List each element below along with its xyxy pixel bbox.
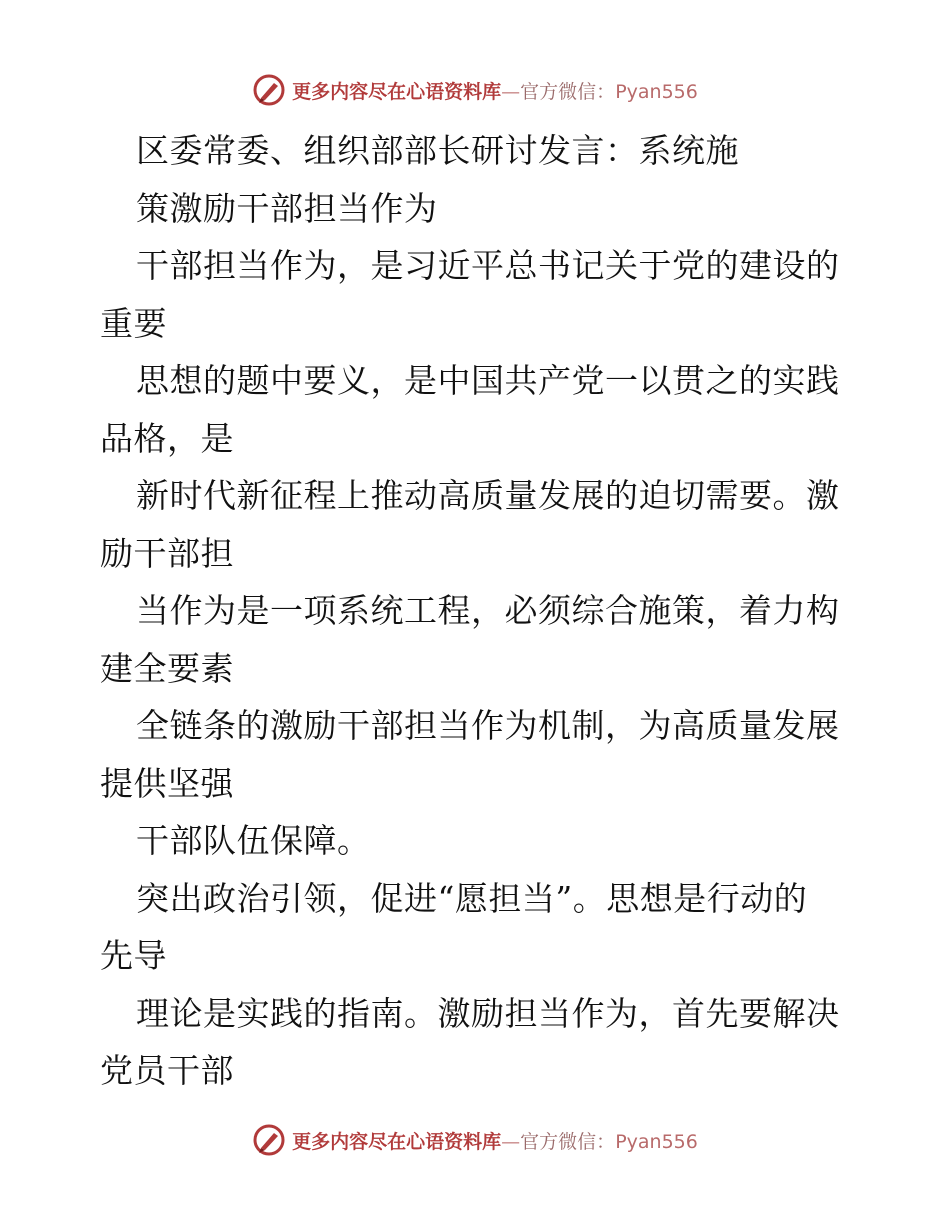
paragraph-line: 当作为是一项系统工程，必须综合施策，着力构 (136, 591, 840, 630)
pen-circle-icon (252, 73, 286, 107)
watermark-separator: — (501, 1130, 521, 1153)
paragraph-line: 全链条的激励干部担当作为机制，为高质量发展 (136, 706, 840, 745)
paragraph-line: 干部担当作为，是习近平总书记关于党的建设的 (136, 246, 840, 285)
watermark-main-text: 更多内容尽在心语资料库 (292, 1130, 502, 1153)
paragraph-line: 建全要素 (100, 648, 234, 688)
watermark-wechat-id: Pyan556 (615, 1130, 698, 1153)
watermark-label: 官方微信： (520, 80, 616, 103)
paragraph-line: 思想的题中要义，是中国共产党一以贯之的实践 (136, 361, 840, 400)
paragraph-line: 重要 (100, 303, 167, 343)
paragraph-line: 党员干部 (100, 1051, 234, 1090)
watermark-label: 官方微信： (520, 1130, 616, 1153)
pen-circle-icon (252, 1123, 286, 1157)
paragraph-line: 励干部担 (100, 533, 234, 573)
watermark-separator: — (501, 80, 521, 103)
paragraph-line: 干部队伍保障。 (136, 821, 371, 860)
title-line-1: 区委常委、组织部部长研讨发言：系统施 (136, 131, 739, 170)
title-line-2: 策激励干部担当作为 (136, 188, 438, 228)
paragraph-line: 突出政治引领，促进“愿担当”。思想是行动的 (136, 878, 808, 918)
header-watermark (0, 70, 950, 110)
document-body (100, 122, 860, 1100)
paragraph-line: 理论是实践的指南。激励担当作为，首先要解决 (136, 993, 840, 1033)
paragraph-line: 先导 (100, 936, 167, 975)
watermark-main-text: 更多内容尽在心语资料库 (292, 80, 502, 103)
paragraph-line: 新时代新征程上推动高质量发展的迫切需要。激 (136, 476, 840, 515)
watermark-wechat-id: Pyan556 (615, 80, 698, 103)
paragraph-line: 品格，是 (100, 418, 234, 458)
paragraph-line: 提供坚强 (100, 763, 234, 803)
footer-watermark (0, 1120, 950, 1160)
